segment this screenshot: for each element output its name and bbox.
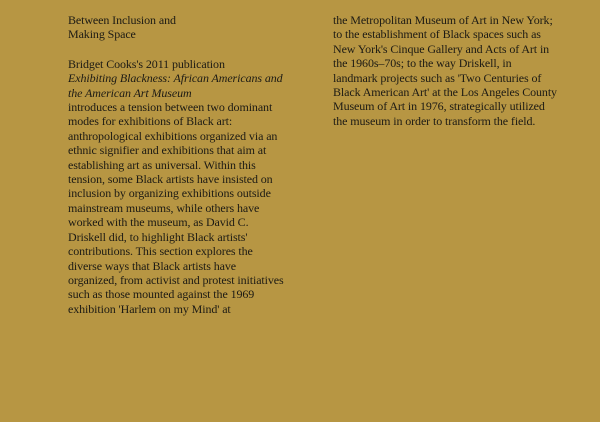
body-paragraph [68,57,286,316]
body-paragraph-continued: the Metropolitan Museum of Art in New York; to the establishment of Black spaces such as New York's Cinque Gallery and Acts of Art in the 1960s–70s; to the way Driskell, in landmark projects such as 'Two Centuries of Black American Art' at the Los Angeles County Museum of Art in 1976, strategically utilized the museum in order to transform the field. [333,13,557,128]
right-column [333,13,557,128]
intro-text: Bridget Cooks's 2011 publication [68,56,225,71]
book-title: Exhibiting Blackness: African Americans and the American Art Museum [68,71,283,100]
paragraph-main-text: introduces a tension between two dominant modes for exhibitions of Black art: anthropological exhibitions organized via an ethnic signifier and exhibitions that aim at establishing art as universal. Within this tension, some Black artists have insisted on inclusion by organizing exhibitions outside mainstream museums, while others have worked with the museum, as David C. Driskell did, to highlight Black artists' contributions. This section explores the diverse ways that Black artists have organized, from activist and protest initiatives such as those mounted against the 1969 exhibition 'Harlem on my Mind' at [68,100,284,316]
left-column [68,13,286,316]
section-heading: Between Inclusion and Making Space [68,13,176,42]
